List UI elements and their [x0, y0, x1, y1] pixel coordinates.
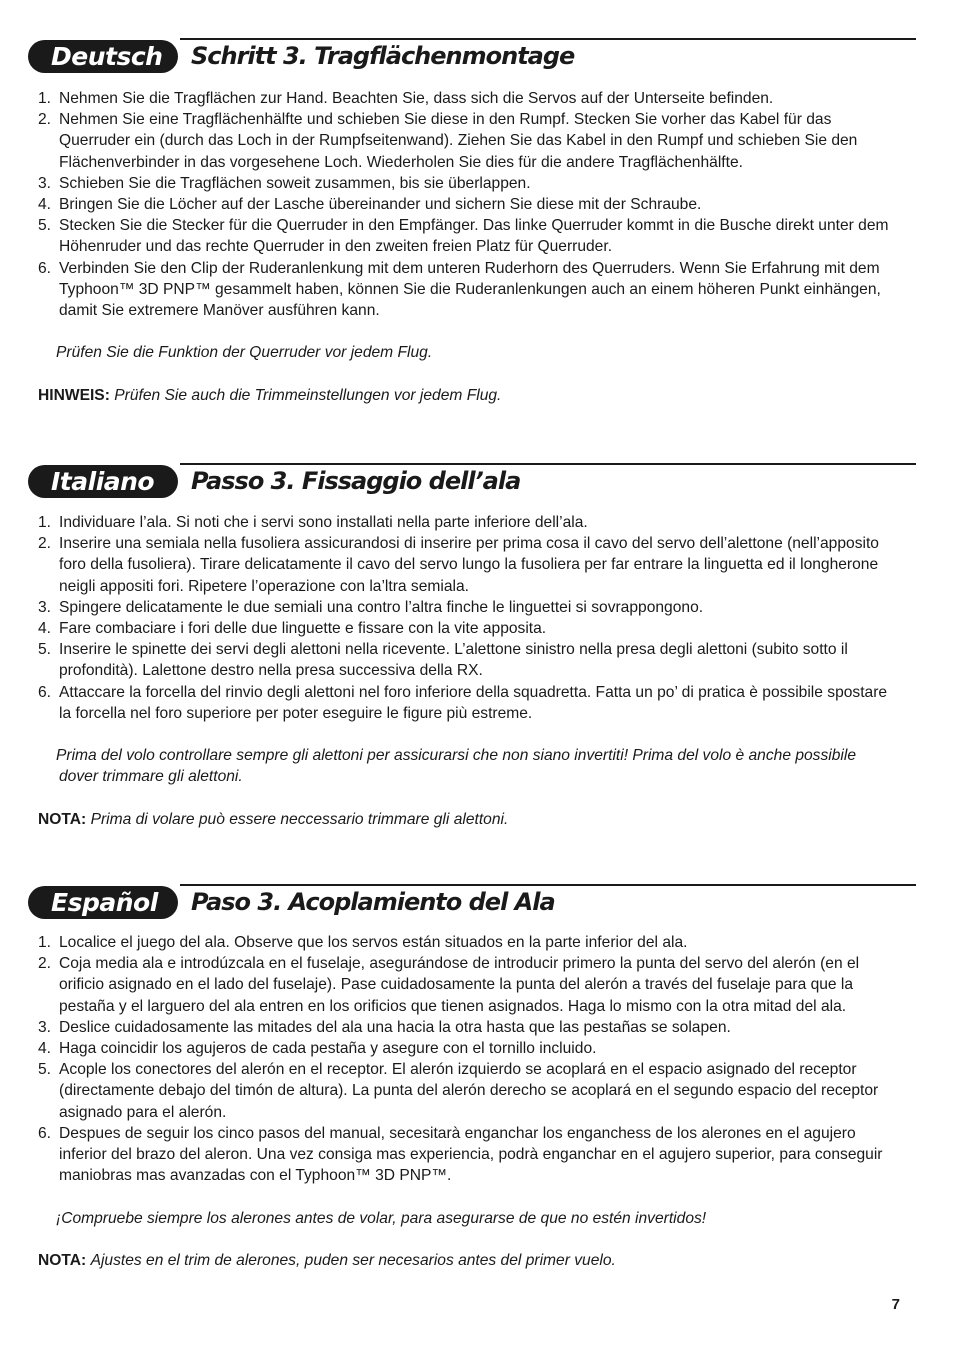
step-number: 1. — [38, 90, 52, 107]
step-title: Paso 3. Acoplamiento del Ala — [191, 888, 555, 916]
step-text: Fare combaciare i fori delle due linguette e fissare con la vite apposita. — [59, 620, 547, 638]
step-text: Coja media ala e introdúzcala en el fuselaje, asegurándose de introducir primero la punta del servo del alerón (en el orificio asignado en el lado del fuselaje). Pase cuidadosamente la punta del alerón a través del fuselaje para que la pestaña y el larguero del ala entren en los orificios que tienen asignados. Haga lo mismo con la otra mitad del ala. — [59, 955, 860, 1015]
step-item — [38, 1059, 894, 1123]
step-number: 3. — [38, 174, 52, 192]
step-item — [38, 88, 894, 109]
note-text: Prima di volare può essere neccessario trimmare gli alettoni. — [90, 810, 509, 828]
step-title: Schritt 3. Tragflächenmontage — [191, 42, 575, 70]
step-item — [38, 639, 894, 681]
step-item — [38, 682, 894, 724]
step-number: 3. — [38, 598, 52, 616]
step-number: 3. — [38, 1018, 52, 1036]
language-badge: Español — [28, 886, 178, 919]
note-label: HINWEIS: — [38, 386, 110, 404]
step-text: Verbinden Sie den Clip der Ruderanlenkung mit dem unteren Ruderhorn des Querruders. Wenn Sie Erfahrung mit dem Typhoon™ 3D PNP™ gesammelt haben, können Sie die Ruderanlenkungen auch an einem höheren Punkt einhängen, damit Sie extremere Manöver ausführen kann. — [59, 259, 881, 320]
step-text: Bringen Sie die Löcher auf der Lasche übereinander und sichern Sie diese mit der Schraube. — [59, 196, 702, 214]
steps-list — [38, 512, 894, 724]
language-badge: Italiano — [28, 465, 178, 498]
page-number: 7 — [891, 1296, 900, 1313]
italic-note: Prima del volo controllare sempre gli alettoni per assicurarsi che non siano invertiti! Prima del volo è anche possibile dover trimmare gli alettoni. — [56, 747, 857, 786]
step-text: Nehmen Sie die Tragflächen zur Hand. Beachten Sie, dass sich die Servos auf der Unterseite befinden. — [59, 90, 774, 107]
step-item — [38, 953, 894, 1017]
step-text: Inserire le spinette dei servi degli alettoni nella ricevente. L’alettone sinistro nella presa degli alettoni (subito sotto il profondità). Lalettone destro nella presa successiva della RX. — [59, 641, 848, 680]
step-item — [38, 109, 894, 173]
step-text: Spingere delicatamente le due semiali una contro l’altra finche le linguettei si sovrappongono. — [59, 598, 704, 616]
step-text: Stecken Sie die Stecker für die Querruder in den Empfänger. Das linke Querruder kommt in die Busche direkt unter dem Höhenruder und das rechte Querruder in den zweiten freien Platz für Querruder. — [59, 217, 889, 256]
step-number: 4. — [38, 196, 52, 214]
step-item — [38, 512, 894, 533]
note-text: Prüfen Sie auch die Trimmeinstellungen vor jedem Flug. — [114, 386, 502, 404]
note-line — [38, 385, 894, 406]
step-item — [38, 1123, 894, 1187]
note-label: NOTA: — [38, 810, 87, 828]
step-text: Localice el juego del ala. Observe que los servos están situados en la parte inferior del ala. — [59, 934, 688, 951]
step-text: Inserire una semiala nella fusoliera assicurandosi di inserire per prima cosa il cavo del servo dell’alettone (nell’apposito foro della fusoliera). Tirare delicatamente il cavo del servo lungo la fusoliera per far entrare la linguetta ed il longherone neigli appositi fori. Ripetere l’operazione con la’ltra semiala. — [59, 535, 879, 595]
step-item — [38, 1017, 894, 1038]
step-item — [38, 618, 894, 639]
step-number: 4. — [38, 620, 52, 638]
note-label: NOTA: — [38, 1252, 87, 1270]
step-text: Deslice cuidadosamente las mitades del ala una hacia la otra hasta que las pestañas se solapen. — [59, 1018, 731, 1036]
step-item — [38, 215, 894, 257]
step-item — [38, 173, 894, 194]
step-number: 5. — [38, 217, 52, 235]
step-number: 5. — [38, 1061, 52, 1079]
note-text: Ajustes en el trim de alerones, puden ser necesarios antes del primer vuelo. — [90, 1252, 616, 1270]
step-item — [38, 1038, 894, 1059]
step-number: 2. — [38, 111, 52, 129]
step-item — [38, 194, 894, 215]
section-body — [38, 88, 894, 406]
step-item — [38, 258, 894, 322]
step-text: Acople los conectores del alerón en el receptor. El alerón izquierdo se acoplará en el espacio asignado del receptor (directamente debajo del timón de altura). La punta del alerón derecho se acoplará en el segundo espacio del receptor asignado para el alerón. — [59, 1061, 879, 1121]
steps-list — [38, 88, 894, 321]
step-text: Nehmen Sie eine Tragflächenhälfte und schieben Sie diese in den Rumpf. Stecken Sie vorher das Kabel für das Querruder ein (durch das Loch in der Rumpfseitenwand). Ziehen Sie das Kabel in den Rumpf und schieben Sie den Flächenverbinder in das vorgesehene Loch. Wiederholen Sie dies für die andere Tragflächenhälfte. — [59, 111, 858, 171]
step-number: 6. — [38, 1124, 52, 1142]
step-text: Attaccare la forcella del rinvio degli alettoni nel foro inferiore della squadretta. Fatta un po’ di pratica è possibile spostare la forcella nel foro superiore per poter eseguire le figure più estreme. — [59, 683, 888, 722]
italic-note: ¡Compruebe siempre los alerones antes de volar, para asegurarse de que no estén invertidos! — [56, 1209, 707, 1227]
section-body — [38, 512, 894, 830]
step-text: Individuare l’ala. Si noti che i servi sono installati nella parte inferiore dell’ala. — [59, 514, 588, 531]
step-number: 4. — [38, 1040, 52, 1058]
step-number: 5. — [38, 641, 52, 659]
step-number: 6. — [38, 683, 52, 701]
italic-note: Prüfen Sie die Funktion der Querruder vor jedem Flug. — [56, 344, 433, 362]
step-number: 1. — [38, 934, 52, 951]
note-line — [38, 809, 894, 830]
step-item — [38, 597, 894, 618]
step-number: 2. — [38, 955, 52, 973]
step-text: Haga coincidir los agujeros de cada pestaña y asegure con el tornillo incluido. — [59, 1040, 597, 1058]
step-number: 1. — [38, 514, 52, 531]
step-text: Schieben Sie die Tragflächen soweit zusammen, bis sie überlappen. — [59, 174, 531, 192]
section-body — [38, 932, 894, 1271]
step-item — [38, 533, 894, 597]
note-line — [38, 1250, 894, 1271]
step-number: 2. — [38, 535, 52, 553]
step-number: 6. — [38, 259, 52, 277]
step-title: Passo 3. Fissaggio dell’ala — [191, 467, 521, 495]
step-item — [38, 932, 894, 953]
steps-list — [38, 932, 894, 1186]
step-text: Despues de seguir los cinco pasos del manual, secesitarà enganchar los enganchess de los alerones en el agujero inferior del brazo del aleron. Una vez consiga mas experiencia, podrà enganchar en el agujero superior, para conseguir maniobras mas avanzadas con el Typhoon™ 3D PNP™. — [59, 1124, 883, 1185]
language-badge: Deutsch — [28, 40, 178, 73]
